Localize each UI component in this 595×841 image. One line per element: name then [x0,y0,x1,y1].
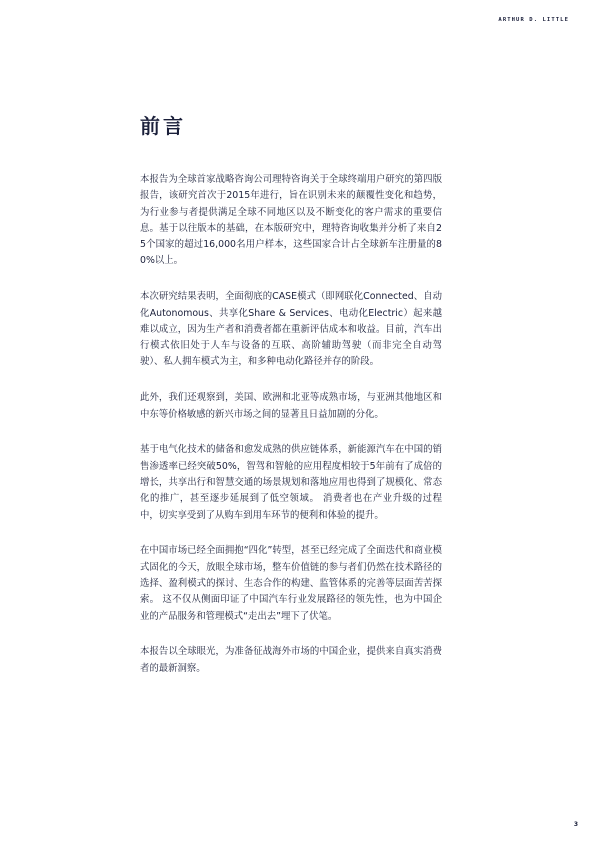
paragraph-4: 基于电气化技术的储备和愈发成熟的供应链体系，新能源汽车在中国的销售渗透率已经突破50%，智驾和智舱的应用程度相较于5年前有了成倍的增长，共享出行和智慧交通的场景规划和落地应用也得到了规模化、常态化的推广，甚至逐步延展到了低空领域。 消费者也在产业升级的过程中，切实享受到了从购车到用车环节的便利和体验的提升。 [140,444,442,521]
paragraph-3: 此外，我们还观察到，美国、欧洲和北亚等成熟市场，与亚洲其他地区和中东等价格敏感的新兴市场之间的显著且日益加剧的分化。 [140,392,442,420]
page-title: 前言 [140,114,186,138]
paragraph-5: 在中国市场已经全面拥抱“四化”转型，甚至已经完成了全面迭代和商业模式固化的今天，放眼全球市场，整车价值链的参与者们仍然在技术路径的选择、盈利模式的探讨、生态合作的构建、监管体系的完善等层面苦苦探索。 这不仅从侧面印证了中国汽车行业发展路径的领先性，也为中国企业的产品服务和管理模式“走出去”埋下了伏笔。 [140,545,442,622]
paragraph-1: 本报告为全球首家战略咨询公司理特咨询关于全球终端用户研究的第四版报告，该研究首次于2015年进行，旨在识别未来的颠覆性变化和趋势，为行业参与者提供满足全球不同地区以及不断变化的客户需求的重要信息。基于以往版本的基础，在本版研究中，理特咨询收集并分析了来自25个国家的超过16,000名用户样本，这些国家合计占全球新车注册量的80%以上。 [140,174,442,267]
paragraph-6: 本报告以全球眼光，为准备征战海外市场的中国企业，提供来自真实消费者的最新洞察。 [140,646,442,674]
brand-logo-text: ARTHUR D. LITTLE [498,17,569,23]
body-text [140,172,442,696]
page-number: 3 [573,821,578,828]
paragraph-2: 本次研究结果表明，全面彻底的CASE模式（即网联化Connected、自动化Autonomous、共享化Share & Services、电动化Electric）起来越难以成立，因为生产者和消费者都在重新评估成本和收益。目前，汽车出行模式依旧处于人车与设备的互联、高阶辅助驾驶（而非完全自动驾驶）、私人拥车模式为主，和多种电动化路径并存的阶段。 [140,291,442,368]
